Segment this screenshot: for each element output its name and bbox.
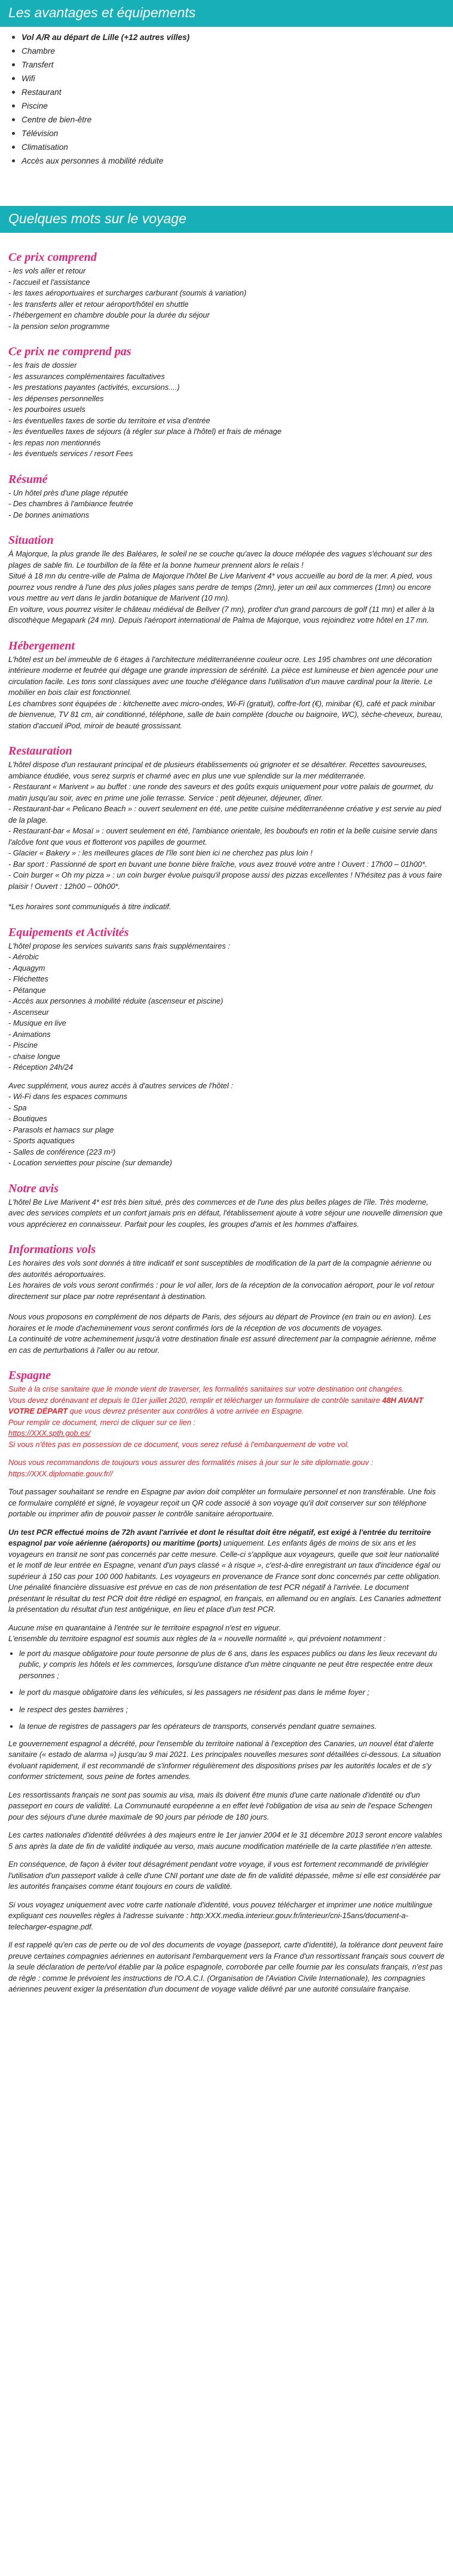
amenity-item: Chambre — [22, 44, 445, 58]
flights-para: Les horaires des vols sont donnés à titre indicatif et sont susceptibles de modification de la part de la compagnie aérienne ou des autorités aéroportuaires. — [8, 1258, 431, 1279]
excludes-title: Ce prix ne comprend pas — [8, 345, 131, 358]
equipment-item: - Ascenseur — [8, 1007, 49, 1017]
situation-para: Situé à 18 mn du centre-ville de Palma de Majorque l'hôtel Be Live Marivent 4* vous accueille au bord de la mer. A pied, vous pourrez vous rendre à l'une des plus jolies plages sans perdre de temps (2mn), jeter un œil aux commerces (1mn) ou encore vous mettre au vert dans le jardin botanique de Marivent (10 mn). — [8, 571, 433, 602]
lodging-para: Les chambres sont équipées de : kitchenette avec micro-ondes, Wi-Fi (gratuit), coffre-fort (€), minibar (€), café et pack minibar de bienvenue, TV 81 cm, air conditionné, téléphone, salle de bain complète (douche ou baignoire, WC), sèche-cheveux, bureau, station d'accueil iPod, miroir de beauté grossissant. — [8, 698, 443, 730]
excludes-section — [8, 345, 445, 460]
equipment-item: - Aérobic — [8, 952, 39, 961]
spain-health-notice: Suite à la crise sanitaire que le monde vient de traverser, les formalités sanitaires sur votre destination ont changées. — [8, 1384, 405, 1393]
amenity-item: Restaurant — [22, 85, 445, 99]
equipment-item: - Réception 24h/24 — [8, 1063, 74, 1072]
includes-item: - les transferts aller et retour aéroport/hôtel en shuttle — [8, 299, 189, 309]
equipment-section — [8, 926, 445, 1169]
summary-item: - Des chambres à l'ambiance feutrée — [8, 499, 133, 508]
restaurant-para: - Coin burger « Oh my pizza » : un coin burger évolue puisqu'il propose aussi des pizzas excellentes ! N'hésitez pas à vous faire plaisir ! Ouvert : 12h00 – 00h00*. — [8, 870, 442, 891]
spain-para: En conséquence, de façon à éviter tout désagrément pendant votre voyage, il vous est fortement recommandé de privilégier l'utilisation d'un passeport valide à celle d'une CNI portant une date de fin de validité dépassée, même si elle est considérée par les autorités françaises comme étant toujours en cours de validité. — [8, 1860, 440, 1891]
restaurant-para: L'hôtel dispose d'un restaurant principal et de plusieurs établissements où grignoter et se désaltérer. Recettes savoureuses, ambiance étudiée, vous serez surpris et charmé avec en plus une vue splendide sur la mer méditerranée. — [8, 760, 427, 780]
excludes-item: - les éventuelles taxes de séjours (à régler sur place à l'hôtel) et frais de ménage — [8, 427, 281, 436]
includes-item: - l'hébergement en chambre double pour la durée du séjour — [8, 310, 210, 319]
excludes-item: - les éventuels services / resort Fees — [8, 449, 133, 458]
spain-boarding-warning: Si vous n'êtes pas en possession de ce document, vous serez refusé à l'embarquement de votre vol. — [8, 1439, 350, 1449]
lodging-title: Hébergement — [8, 639, 75, 653]
equipment-paid-item: - Wi-Fi dans les espaces communs — [8, 1092, 128, 1101]
spain-pcr-rest: uniquement. Les enfants âgés de moins de six ans et les voyageurs en transit ne sont pas concernés par cette mesure. Celle-ci s'applique aux voyageurs, quelle que soit leur nationalité et le motif de leur entrée en Espagne, venant d'un pays classé « à risque », c'est-à-dire enregistrant un taux d'incidence égal ou supérieur à 150 cas pour 100 000 habitants. Les voyageurs en provenance de France sont donc concernés par cette obligation. Une pénalité financière dissuasive est prévue en cas de non présentation de test PCR négatif à l'arrivée. Le document présentant le résultat du test PCR doit être rédigé en espagnol, en français, en allemand ou en anglais. Les Canaries admettent la présentation du résultat d'un test antigénique, en lieu et place d'un test PCR. — [8, 1538, 441, 1614]
amenity-item: Centre de bien-être — [22, 113, 445, 127]
amenity-item: Wifi — [22, 72, 445, 85]
section-banner-words — [0, 206, 453, 233]
includes-item: - les taxes aéroportuaires et surcharges carburant (soumis à variation) — [8, 288, 247, 297]
situation-para: À Majorque, la plus grande île des Baléares, le soleil ne se couche qu'avec la douce mélopée des vagues s'échouant sur des plages de sable fin. Le tourbillon de la fête et la bonne humeur prennent alors le relais ! — [8, 549, 433, 570]
equipment-item: - Aquagym — [8, 963, 45, 972]
spain-para: Les ressortissants français ne sont pas soumis au visa, mais ils doivent être munis d'une carte nationale d'identité ou d'un passeport en cours de validité. La Communauté européenne a en effet levé l'obligation de visa au sein de l'espace Schengen pour des séjours d'une durée maximale de 90 jours par période de 180 jours. — [8, 1790, 433, 1821]
equipment-title: Equipements et Activités — [8, 925, 129, 939]
spain-para: Il est rappelé qu'en cas de perte ou de vol des documents de voyage (passeport, carte d'identité), la tolérance dont peuvent faire preuve certaines compagnies aériennes en autorisant l'embarquement vers la France d'un ressortissant français sous couvert de la seule déclaration de perte/vol établie par la police espagnole, corroborée par celle fournie par les consulats français, n'est pas de règle : comme le prévoient les instructions de l'O.A.C.I. (Organisation de l'Aviation Civile Internationale), les compagnies aériennes peuvent exiger la présentation d'un document de voyage valide délivré par une autorité consulaire française. — [8, 1940, 445, 1993]
equipment-paid-item: - Boutiques — [8, 1114, 47, 1123]
spain-section — [8, 1369, 445, 1995]
equipment-item: - Musique en live — [8, 1018, 66, 1027]
excludes-item: - les dépenses personnelles — [8, 393, 104, 403]
equipment-item: - Fléchettes — [8, 974, 48, 983]
equipment-paid-item: - Spa — [8, 1103, 27, 1112]
equipment-item: - Pétanque — [8, 985, 46, 995]
equipment-paid-intro: Avec supplément, vous aurez accès à d'autres services de l'hôtel : — [8, 1081, 233, 1090]
spain-health-form-notice — [8, 1395, 445, 1417]
flights-para: Nous vous proposons en complément de nos départs de Paris, des séjours au départ de Province (en train ou en avion). Les horaires et le mode d'acheminement vous seront confirmés lors de la réception de vos documents de voyages. — [8, 1312, 431, 1332]
spain-rule-item: • le respect des gestes barrières ; — [19, 1704, 445, 1716]
summary-section — [8, 473, 445, 521]
restaurant-section — [8, 744, 445, 913]
summary-item: - Un hôtel près d'une plage réputée — [8, 488, 128, 497]
spain-form-link-label: Pour remplir ce document, merci de cliquer sur ce lien : — [8, 1417, 195, 1427]
equipment-item: - Animations — [8, 1029, 51, 1039]
situation-para: En voiture, vous pourrez visiter le château médiéval de Bellver (7 mn), profiter d'un grand parcours de golf (11 mn) et aller à la discothèque Megapark (24 mn). Depuis l'aéroport international de Palma de Majorque, vous rejoindrez votre hôtel en 17 mn. — [8, 604, 434, 624]
lodging-para: L'hôtel est un bel immeuble de 6 étages à l'architecture méditerranéenne couleur ocre. Les 195 chambres ont une décoration intérieure moderne et feutrée qui dégage une grande impression de sérénité. La pièce est lumineuse et bien agencée pour une circulation facile. Les tons sont classiques avec une touche d'élégance dans l'utilisation d'un mauve cardinal pour la literie. Le mobilier en bois clair est fonctionnel. — [8, 654, 439, 697]
equipment-intro: L'hôtel propose les services suivants sans frais supplémentaires : — [8, 941, 230, 950]
note-text: L'hôtel Be Live Marivent 4* est très bien situé, près des commerces et de l'une des plus belles plages de l'île. Très moderne, avec des services complets et un confort jamais pris en défaut, l'établissement ajoute à votre séjour une nouvelle dimension que vous apprécierez en connaisseur. Parfait pour les couples, les groupes d'amis et les hommes d'affaires. — [8, 1197, 443, 1229]
spain-rule-item: • le port du masque obligatoire dans les véhicules, si les passagers ne résident pas dans le même foyer ; — [19, 1687, 445, 1698]
lodging-section — [8, 639, 445, 732]
equipment-paid-item: - Parasols et hamacs sur plage — [8, 1125, 114, 1134]
includes-item: - l'accueil et l'assistance — [8, 277, 90, 287]
amenity-item: Télévision — [22, 127, 445, 140]
spain-rules-list — [8, 1648, 445, 1732]
restaurant-para: - Restaurant-bar « Mosaï » : ouvert seulement en été, l'ambiance orientale, les bouboufs en rotin et la belle cuisine servie dans l'alcôve font que vous et flotteront vos papilles de gourmet. — [8, 826, 438, 847]
includes-item: - la pension selon programme — [8, 321, 110, 331]
trip-content — [0, 233, 453, 1995]
equipment-paid-item: - Sports aquatiques — [8, 1136, 75, 1145]
section-banner-advantages — [0, 0, 453, 27]
summary-title: Résumé — [8, 472, 48, 486]
spain-rule-item: • le port du masque obligatoire pour toute personne de plus de 6 ans, dans les espaces publics ou dans les lieux recevant du public, y compris les hôtels et les commerces, lorsqu'une distance d'un mètre cinquante ne peut être respectée entre deux personnes ; — [19, 1648, 445, 1682]
flights-title: Informations vols — [8, 1243, 96, 1256]
spain-form-link[interactable]: https://XXX.spth.gob.es/ — [8, 1429, 91, 1438]
spain-para: Les cartes nationales d'identité délivrées à des majeurs entre le 1er janvier 2004 et le 31 décembre 2013 seront encore valables 5 ans après la date de fin de validité indiquée au verso, mais aucune modification matérielle de la carte plastifiée n'en atteste. — [8, 1830, 442, 1851]
amenity-item: Climatisation — [22, 140, 445, 154]
note-section — [8, 1182, 445, 1230]
flights-section — [8, 1243, 445, 1356]
restaurant-para: - Glacier « Bakery » : les meilleures glaces de l'île sont bien ici ne cherchez pas plus loin ! — [8, 848, 313, 857]
spain-health-form-c: que vous devrez présenter aux contrôles à votre arrivée en Espagne. — [68, 1407, 304, 1415]
spain-title: Espagne — [8, 1369, 51, 1382]
excludes-item: - les repas non mentionnés — [8, 438, 101, 447]
equipment-paid-item: - Location serviettes pour piscine (sur demande) — [8, 1158, 172, 1167]
flights-para: La continuité de votre acheminement jusqu'à votre destination finale est assuré directement par la compagnie aérienne, même en cas de perturbations à l'aller ou au retour. — [8, 1334, 436, 1355]
situation-title: Situation — [8, 534, 54, 547]
includes-title: Ce prix comprend — [8, 251, 97, 264]
spain-pcr-para — [8, 1527, 445, 1615]
restaurant-title: Restauration — [8, 744, 72, 758]
restaurant-spacer — [8, 892, 445, 901]
excludes-item: - les pourboires usuels — [8, 405, 85, 414]
equipment-item: - Accès aux personnes à mobilité réduite (ascenseur et piscine) — [8, 996, 224, 1005]
advantages-title: Les avantages et équipements — [8, 5, 196, 20]
spain-pcr-bold: Un test PCR effectué moins de 72h avant l'arrivée et dont le résultat doit être négatif, est exigé à l'entrée du territoire espagnol par voie aérienne (aéroports) ou maritime (ports) — [8, 1527, 431, 1547]
summary-item: - De bonnes animations — [8, 510, 90, 519]
excludes-item: - les assurances complémentaires facultatives — [8, 371, 165, 381]
spain-para: Si vous voyagez uniquement avec votre carte nationale d'identité, vous pouvez télécharger et imprimer une notice multilingue expliquant ces nouvelles règles à l'adresse suivante : http:XXX.media.interieur.gouv.fr/interieur/cni-15ans/document-a-telecharger-espagne.pdf. — [8, 1900, 433, 1931]
words-title: Quelques mots sur le voyage — [8, 211, 186, 226]
equipment-item: - chaise longue — [8, 1051, 60, 1061]
spain-para: L'ensemble du territoire espagnol est soumis aux règles de la « nouvelle normalité », qui prévoient notamment : — [8, 1634, 386, 1643]
equipment-item: - Piscine — [8, 1041, 38, 1050]
amenity-item: Vol A/R au départ de Lille (+12 autres villes) — [22, 30, 445, 44]
equipment-paid-item: - Salles de conférence (223 m²) — [8, 1147, 116, 1156]
situation-section — [8, 534, 445, 626]
excludes-item: - les frais de dossier — [8, 361, 77, 370]
includes-item: - les vols aller et retour — [8, 266, 86, 275]
amenities-list — [0, 27, 453, 171]
amenity-item: Accès aux personnes à mobilité réduite — [22, 154, 445, 168]
restaurant-footnote: *Les horaires sont communiqués à titre indicatif. — [8, 902, 172, 911]
amenity-item: Transfert — [22, 58, 445, 72]
spain-health-form-deadline: 48H AVANT VOTRE DÉPART — [8, 1395, 424, 1415]
amenity-item: Piscine — [22, 99, 445, 113]
restaurant-para: - Restaurant « Marivent » au buffet : une ronde des saveurs et des goûts exquis uniquement pour votre palais de gourmet, du matin jusqu'au soir, avec en prime une jolie terrasse. Service : petit déjeuner, déjeuner, dîner. — [8, 782, 433, 802]
spain-para: Le gouvernement espagnol a décrété, pour l'ensemble du territoire national à l'exception des Canaries, un nouvel état d'alerte sanitaire (« estado de alarma ») jusqu'au 9 mai 2021. Les principales nouvelles mesures sont détaillées ci-dessous. La situation évoluant rapidement, il est recommandé de s'informer régulièrement des dispositions prises par les autorités locales et de s'y conformer strictement, sous peine de fortes amendes. — [8, 1738, 441, 1781]
flights-para: Les horaires de vols vous seront confirmés : pour le vol aller, lors de la réception de la convocation aéroport, pour le vol retour directement sur place par notre représentant à destination. — [8, 1281, 434, 1301]
flights-spacer — [8, 1302, 445, 1312]
spain-para: Tout passager souhaitant se rendre en Espagne par avion doit compléter un formulaire personnel et non transférable. Une fois ce formulaire complété et signé, le voyageur reçoit un QR code associé à son voyage qu'il doit conserver sur son téléphone portable ou imprimer afin de pouvoir passer le contrôle sanitaire aéroportuaire. — [8, 1487, 436, 1518]
spain-para: Aucune mise en quarantaine à l'entrée sur le territoire espagnol n'est en vigueur. — [8, 1623, 281, 1632]
excludes-item: - les prestations payantes (activités, excursions....) — [8, 383, 180, 392]
restaurant-para: - Bar sport : Passionné de sport en buvant une bonne bière fraîche, vous avez trouvé votre antre ! Ouvert : 17h00 – 01h00*. — [8, 859, 427, 869]
excludes-item: - les éventuelles taxes de sortie du territoire et visa d'entrée — [8, 416, 210, 425]
spain-health-form-a: Vous devez dorénavant et depuis le 01er juillet 2020, remplir et télécharger un formulaire de contrôle sanitaire — [8, 1395, 382, 1405]
restaurant-para: - Restaurant-bar « Pelicano Beach » : ouvert seulement en été, une petite cuisine méditerranéenne créative y est servie au pied de la plage. — [8, 804, 442, 824]
includes-section — [8, 251, 445, 332]
note-title: Notre avis — [8, 1181, 59, 1195]
spain-rule-item: • la tenue de registres de passagers par les opérateurs de transports, conservés pendant quatre semaines. — [19, 1721, 445, 1732]
spain-diplomatie-link[interactable]: Nous vous recommandons de toujours vous assurer des formalités mises à jour sur le site diplomatie.gouv : https://XXX.diplomatie.gouv.fr// — [8, 1458, 374, 1478]
